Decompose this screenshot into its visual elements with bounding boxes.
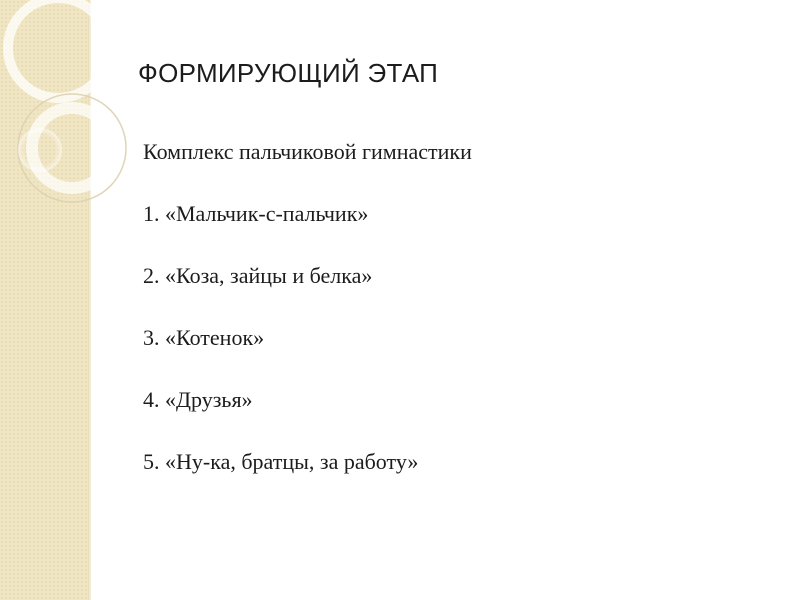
list-item: 1. «Мальчик-с-пальчик» <box>143 201 369 226</box>
slide-title: ФОРМИРУЮЩИЙ ЭТАП <box>138 58 439 88</box>
slide-content <box>143 136 763 508</box>
list-item: 5. «Ну-ка, братцы, за работу» <box>143 449 419 474</box>
list-item: 2. «Коза, зайцы и белка» <box>143 263 373 288</box>
list-item: 3. «Котенок» <box>143 325 265 350</box>
decorative-circles <box>0 0 140 260</box>
list-item: 4. «Друзья» <box>143 387 253 412</box>
decor-circle-small <box>18 128 62 172</box>
slide-subtitle: Комплекс пальчиковой гимнастики <box>143 139 472 164</box>
exercise-list <box>143 198 763 478</box>
decor-circle-large <box>8 0 108 98</box>
